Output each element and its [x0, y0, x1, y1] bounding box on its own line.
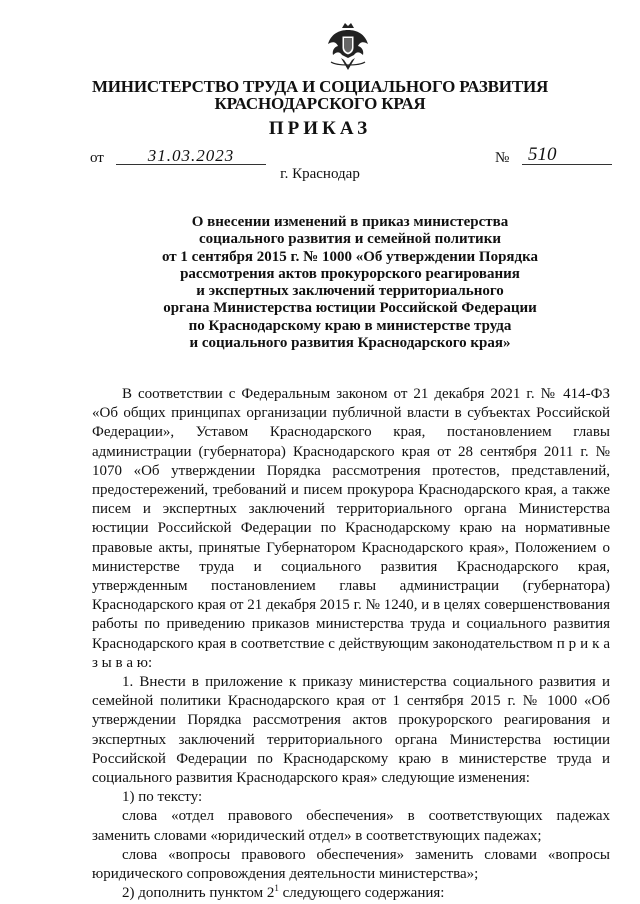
date-prefix: от — [90, 150, 104, 166]
ministry-line-2: КРАСНОДАРСКОГО КРАЯ — [214, 94, 426, 113]
title-line: по Краснодарскому краю в министерстве труда — [188, 317, 512, 334]
ministry-name — [0, 78, 640, 112]
coat-of-arms-icon — [325, 22, 371, 72]
body-paragraph: 1. Внести в приложение к приказу министерства социального развития и семейной политики Краснодарского края от 1 сентября 2015 г. № 1000 «Об утверждении Порядка рассмотрения актов прокурорского реагирования и экспертных заключений территориального органа Министерства юстиции Российской Федерации по Краснодарскому краю в министерстве труда и социального развития Краснодарского края» следующие изменения: — [92, 674, 610, 787]
ministry-line-1: МИНИСТЕРСТВО ТРУДА И СОЦИАЛЬНОГО РАЗВИТИЯ — [91, 77, 549, 96]
body-paragraph: слова «вопросы правового обеспечения» заменить словами «вопросы юридического сопровождения деятельности министерства»; — [92, 846, 610, 883]
title-line: и экспертных заключений территориального — [196, 283, 504, 300]
body-text: следующего содержания: — [278, 885, 445, 902]
document-type: ПРИКАЗ — [268, 118, 372, 139]
superscript: 1 — [274, 883, 279, 894]
title-line: от 1 сентября 2015 г. № 1000 «Об утверждении Порядка — [161, 248, 539, 265]
document-body — [92, 385, 610, 903]
body-paragraph: слова «отдел правового обеспечения» в соответствующих падежах заменить словами «юридический отдел» в соответствующих падежах; — [92, 808, 610, 844]
title-line: социального развития и семейной политики — [199, 231, 501, 248]
title-line: рассмотрения актов прокурорского реагирования — [180, 265, 520, 282]
body-paragraph: 1) по тексту: — [122, 789, 203, 806]
body-text: 2) дополнить пунктом 2 — [122, 885, 275, 902]
title-line: органа Министерства юстиции Российской Федерации — [163, 300, 537, 317]
title-line: и социального развития Краснодарского края» — [189, 335, 511, 352]
document-title — [100, 214, 600, 352]
document-date: 31.03.2023 — [116, 146, 266, 165]
title-line: О внесении изменений в приказ министерства — [191, 214, 509, 230]
number-prefix: № — [495, 150, 510, 166]
document-number: 510 — [522, 144, 612, 165]
body-paragraph — [92, 884, 610, 903]
body-paragraph: В соответствии с Федеральным законом от 21 декабря 2021 г. № 414-ФЗ «Об общих принципах организации публичной власти в субъектах Российской Федерации», Уставом Краснодарского края, постановлением главы администрации (губернатора) Краснодарского края от 28 сентября 2011 г. № 1070 «Об утверждении Порядка рассмотрения протестов, представлений, предостережений, требований и писем прокурора Краснодарского края, а также писем и экспертных заключений территориального органа Министерства юстиции Российской Федерации по Краснодарскому краю на нормативные правовые акты, принятые Губернатором Краснодарского края», Положением о министерстве труда и социального развития Краснодарского края, утвержденным постановлением главы администрации (губернатора) Краснодарского края от 21 декабря 2015 г. № 1240, и в целях совершенствования работы по приведению приказов министерства труда и социального развития Краснодарского края в соответствие с действующим законодательством п р и к а з ы в а ю: — [92, 386, 610, 671]
city: г. Краснодар — [280, 166, 360, 182]
